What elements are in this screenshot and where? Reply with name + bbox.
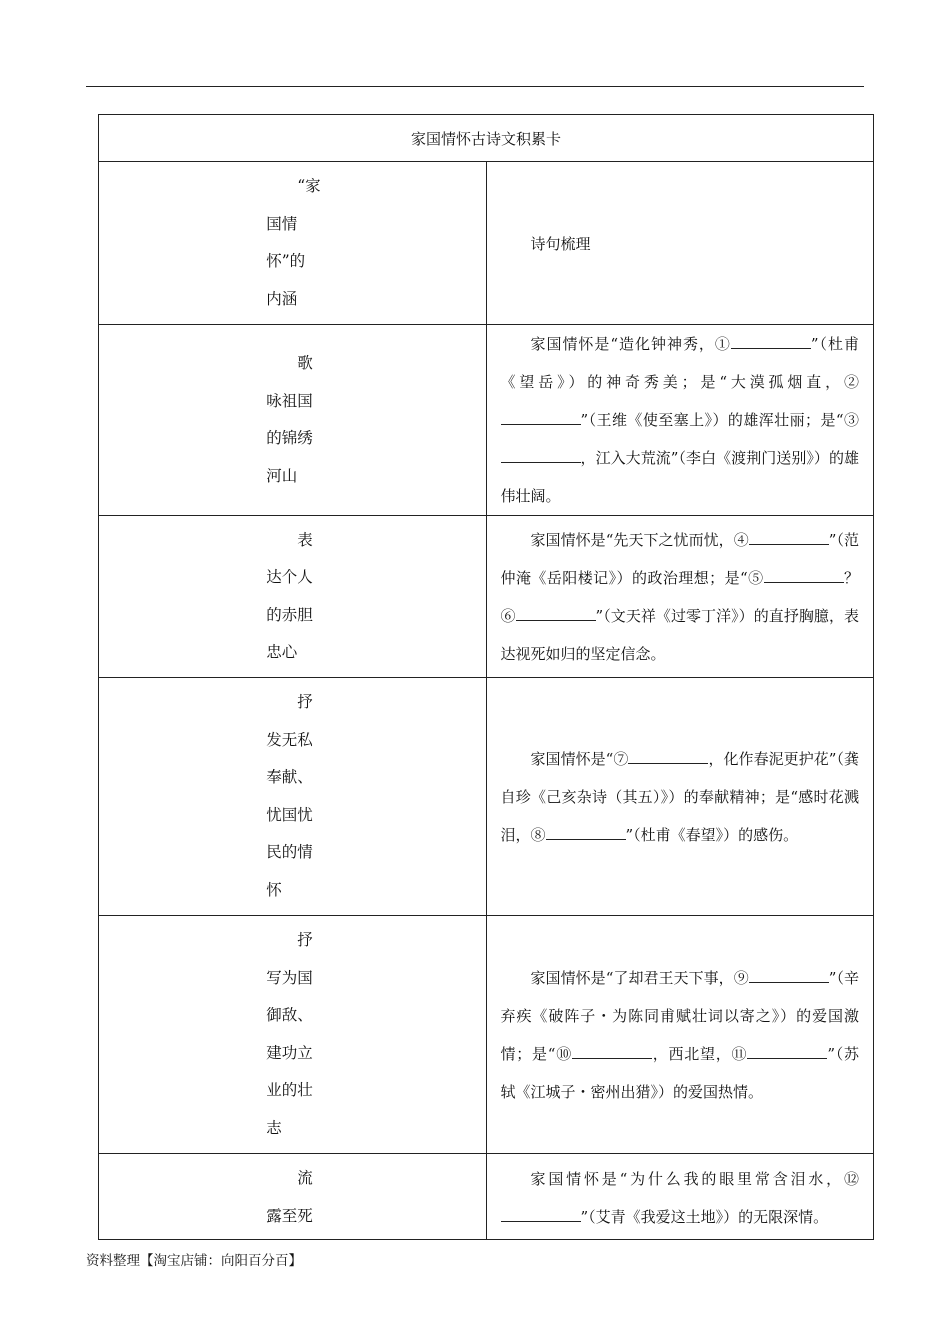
fill-blank-4[interactable] [749, 530, 829, 545]
fill-blank-8[interactable] [546, 825, 626, 840]
row-paragraph: 家国情怀是“先天下之忧而忧，④ ”（范仲淹《岳阳楼记》）的政治理想；是“⑤ ？⑥ ”（文天祥《过零丁洋》）的直抒胸臆，表达视死如归的坚定信念。 [500, 530, 859, 663]
row-paragraph: 家国情怀是“造化钟神秀，① ”（杜甫《望岳》）的神奇秀美；是“大漠孤烟直，②”（王维《使至塞上》）的雄浑壮丽；是“③，江入大荒流”（李白《渡荆门送别》）的雄伟壮阔。 [500, 335, 859, 505]
fill-blank-9[interactable] [749, 968, 829, 983]
table-row [99, 325, 874, 516]
fill-blank-3[interactable] [501, 448, 581, 463]
fill-blank-12[interactable] [501, 1207, 581, 1222]
title-row [99, 115, 874, 162]
category-header: “家国情怀”的内涵 [266, 177, 321, 308]
row-category: 流露至死 [266, 1169, 313, 1225]
fill-blank-6[interactable] [516, 606, 596, 621]
row-paragraph: 家国情怀是“⑦ ，化作春泥更护花”（龚自珍《己亥杂诗（其五）》）的奉献精神；是“感时花溅泪，⑧ ”（杜甫《春望》）的感伤。 [500, 749, 860, 844]
table-row [99, 678, 874, 916]
header-rule [86, 86, 864, 87]
category-header-cell [99, 162, 487, 325]
fill-blank-7[interactable] [628, 749, 708, 764]
accumulation-card-table [98, 114, 874, 1240]
category-cell [99, 916, 487, 1154]
card-title: 家国情怀古诗文积累卡 [99, 115, 874, 162]
category-cell [99, 1154, 487, 1240]
table-row [99, 516, 874, 678]
category-cell [99, 516, 487, 678]
row-category: 抒发无私奉献、忧国忧民的情怀 [266, 693, 313, 899]
content-header-cell [486, 162, 874, 325]
fill-blank-1[interactable] [731, 334, 811, 349]
content-cell [486, 325, 874, 516]
fill-blank-10[interactable] [572, 1044, 652, 1059]
fill-blank-5[interactable] [764, 568, 844, 583]
content-header: 诗句梳理 [530, 234, 591, 253]
category-cell [99, 678, 487, 916]
row-category: 抒写为国御敌、建功立业的壮志 [266, 931, 313, 1137]
content-cell [486, 678, 874, 916]
table-row [99, 916, 874, 1154]
header-row [99, 162, 874, 325]
footer-source: 资料整理【淘宝店铺：向阳百分百】 [86, 1253, 302, 1269]
row-category: 歌咏祖国的锦绣河山 [266, 354, 313, 485]
content-cell [486, 1154, 874, 1240]
fill-blank-2[interactable] [501, 410, 581, 425]
row-category: 表达个人的赤胆忠心 [266, 530, 313, 661]
category-cell [99, 325, 487, 516]
fill-blank-11[interactable] [747, 1044, 827, 1059]
content-cell [486, 916, 874, 1154]
table-row [99, 1154, 874, 1240]
content-cell [486, 516, 874, 678]
row-paragraph: 家国情怀是“了却君王天下事，⑨ ”（辛弃疾《破阵子・为陈同甫赋壮词以寄之》）的爱国激情；是“⑩ ，西北望，⑪ ”（苏轼《江城子・密州出猎》）的爱国热情。 [500, 968, 860, 1101]
row-paragraph: 家国情怀是“为什么我的眼里常含泪水，⑫”（艾青《我爱这土地》）的无限深情。 [501, 1160, 860, 1236]
